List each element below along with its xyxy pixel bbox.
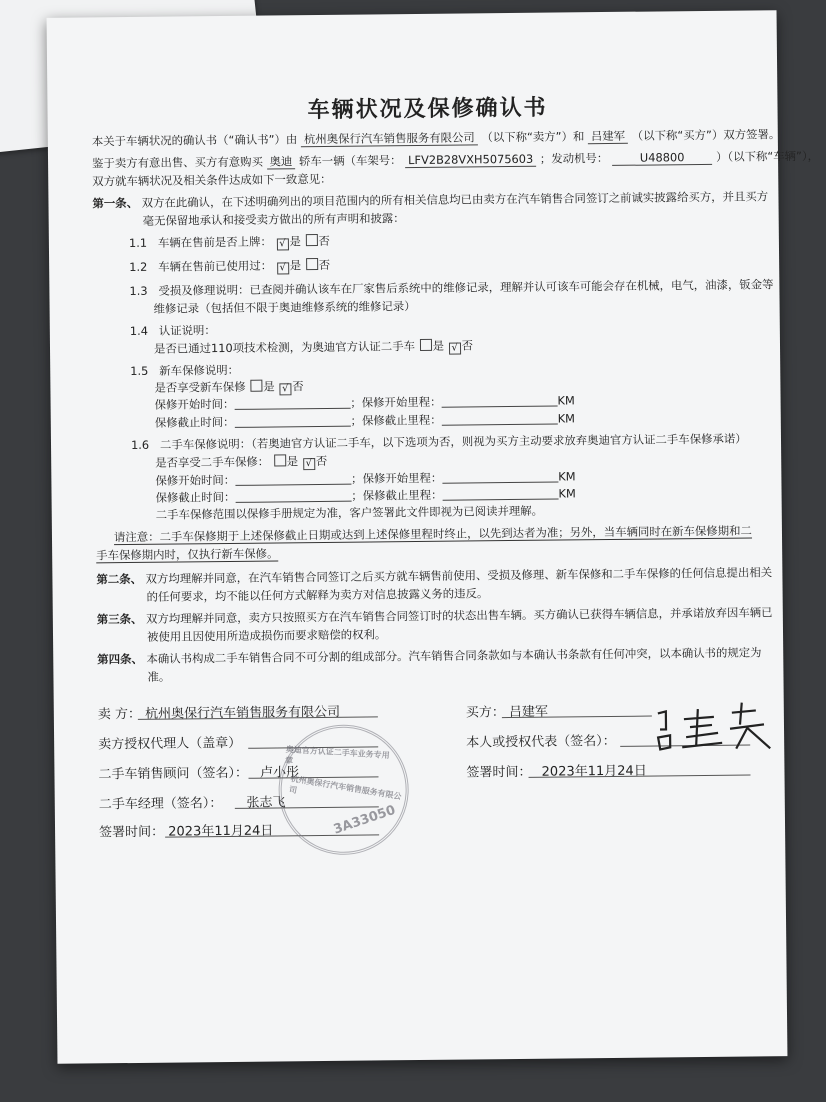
item-1-5-line-2: 是否享受新车保修 是 √ 否 — [154, 379, 304, 395]
seller-name: 杭州奥保行汽车销售服务有限公司 — [301, 130, 478, 147]
article-2-line-1: 第二条、 双方均理解并同意，在汽车销售合同签订之后买方就车辆售前使用、受损及修理、新车保修和二手车保修的任何信息提出相关 — [96, 565, 773, 587]
item-1-6-start: 保修开始时间： ；保修开始里程： KM — [155, 469, 576, 488]
notice-line-1: 请注意：二手车保修期于上述保修截止日期或达到上述保修里程时终止，以先到达者为准；另外，当车辆同时在新车保修期和二 — [113, 523, 752, 545]
checkbox-used-yes: √ — [277, 262, 289, 274]
engine-number: U48800 — [612, 150, 713, 166]
item-1-1: 1.1 车辆在售前是否上牌： √ 是 否 — [128, 233, 330, 251]
checkbox-used-warranty-no: √ — [303, 458, 315, 470]
right-sign-date: 2023年11月24日 — [541, 763, 647, 780]
item-1-5-end: 保修截止时间： ；保修截止里程： KM — [154, 411, 576, 430]
intro-line-1: 本关于车辆状况的确认书（“确认书”）由 杭州奥保行汽车销售服务有限公司 （以下称“卖方”）和 吕建军 （以下称“买方”）双方签署。 — [91, 127, 781, 149]
article-1-line-2: 毫无保留地承认和接受卖方做出的所有声明和披露： — [142, 211, 405, 228]
article-2-line-2: 的任何要求，均不能以任何方式解释为卖方对信息披露义务的违反。 — [146, 586, 489, 604]
article-3-line-2: 被使用且因使用所造成损伤而要求赔偿的权利。 — [146, 627, 387, 644]
left-date-row: 签署时间： 2023年11月24日 — [99, 823, 274, 841]
checkbox-certified-yes — [420, 339, 432, 351]
vehicle-brand: 奥迪 — [266, 154, 295, 169]
item-1-6-line-1: 1.6 二手车保修说明：（若奥迪官方认证二手车，以下选项为否，则视为买方主动要求放弃奥迪官方认证二手车保修承诺） — [130, 431, 747, 452]
document-title: 车辆状况及保修确认书 — [307, 95, 548, 124]
item-1-4-line-2: 是否已通过110项技术检测，为奥迪官方认证二手车 是 √ 否 — [153, 338, 474, 356]
notice-line-2: 手车保修期内时，仅执行新车保修。 — [96, 546, 279, 563]
left-sign-date: 2023年11月24日 — [168, 823, 274, 840]
item-1-6-scope: 二手车保修范围以保修手册规定为准，客户签署此文件即视为已阅读并理解。 — [155, 503, 544, 522]
checkbox-plated-no — [305, 234, 317, 246]
intro-line-3: 双方就车辆状况及相关条件达成如下一致意见： — [92, 171, 332, 189]
manager-signature: 张志飞 — [246, 795, 286, 811]
buyer-handwritten-signature — [652, 698, 783, 759]
document-page — [47, 10, 820, 1064]
item-1-5-start: 保修开始时间： ；保修开始里程： KM — [154, 393, 575, 412]
item-1-6-end: 保修截止时间： ；保修截止里程： KM — [155, 486, 576, 505]
seller-sign-value: 杭州奥保行汽车销售服务有限公司 — [145, 704, 341, 722]
article-4-line-1: 第四条、 本确认书构成二手车销售合同不可分割的组成部分。汽车销售合同条款如与本确认书条款有任何冲突，以本确认书的规定为 — [97, 645, 762, 667]
item-1-2: 1.2 车辆在售前已使用过： √ 是 否 — [129, 257, 331, 274]
manager-row: 二手车经理（签名）： 张志飞 — [98, 795, 286, 813]
checkbox-newcar-warranty-no: √ — [279, 383, 291, 395]
sales-advisor-row: 二手车销售顾问（签名）： 卢小彤 — [98, 765, 300, 783]
buyer-name: 吕建军 — [588, 129, 628, 144]
intro-line-2: 鉴于卖方有意出售、买方有意购买 奥迪 轿车一辆（车架号： LFV2B28VXH5075603 ；发动机号： U48800 ）（以下称“车辆”）， — [91, 148, 820, 171]
seller-agent-label: 卖方授权代理人（盖章） — [98, 735, 242, 753]
item-1-6-line-2: 是否享受二手车保修： 是 √ 否 — [155, 453, 328, 470]
item-1-3-line-1: 1.3 受损及修理说明：已查阅并确认该车在厂家售后系统中的维修记录，理解并认可该车可能会存在机械，电气，油漆，钣金等 — [129, 277, 774, 298]
checkbox-certified-no: √ — [449, 343, 461, 355]
checkbox-used-warranty-yes — [274, 454, 286, 466]
checkbox-used-no — [306, 258, 318, 270]
company-seal: 奥迪官方认证二手车业务专用章 杭州奥保行汽车销售服务有限公司 3A33050 — [261, 707, 426, 872]
item-1-5-line-1: 1.5 新车保修说明： — [130, 362, 240, 378]
checkbox-newcar-warranty-yes — [250, 380, 262, 392]
seller-sign-row: 卖 方： 杭州奥保行汽车销售服务有限公司 — [97, 704, 341, 723]
item-1-3-line-2: 维修记录（包括但不限于奥迪维修系统的维修记录） — [153, 299, 416, 316]
article-1-line-1: 第一条、 双方在此确认，在下述明确列出的项目范围内的所有相关信息均已由卖方在汽车销售合同签订之前诚实披露给买方，并且买方 — [92, 189, 769, 211]
article-4-line-2: 准。 — [147, 669, 171, 684]
article-3-line-1: 第三条、 双方均理解并同意，卖方只按照买方在汽车销售合同签订时的状态出售车辆。买方确认已获得车辆信息，并承诺放弃因车辆已 — [96, 605, 773, 627]
buyer-rep-label: 本人或授权代表（签名）： — [466, 733, 616, 751]
sales-advisor-signature: 卢小彤 — [260, 765, 300, 781]
right-date-row: 签署时间： 2023年11月24日 — [466, 763, 647, 781]
vin-number: LFV2B28VXH5075603 — [405, 152, 536, 168]
item-1-4-line-1: 1.4 认证说明： — [129, 323, 216, 338]
buyer-sign-value: 吕建军 — [508, 704, 549, 721]
buyer-sign-row: 买方： 吕建军 — [465, 704, 549, 721]
checkbox-plated-yes: √ — [276, 238, 288, 250]
